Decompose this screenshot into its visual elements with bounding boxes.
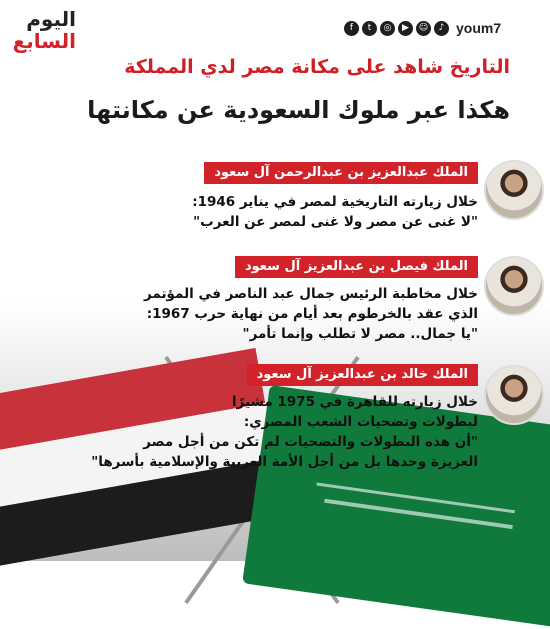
quote-line: "يا جمال.. مصر لا تطلب وإنما تأمر"	[242, 326, 478, 342]
king-quote-text	[58, 392, 478, 472]
king-quote-text	[58, 192, 478, 232]
king-portrait-avatar	[484, 365, 544, 425]
king-quote-text	[58, 284, 478, 344]
quote-line: لبطولات وتضحيات الشعب المصري:	[243, 414, 478, 430]
tiktok-icon[interactable]: ♪	[434, 21, 449, 36]
social-handle: youm7	[456, 20, 502, 36]
king-name-badge: الملك خالد بن عبدالعزيز آل سعود	[247, 364, 478, 386]
quote-line: العزيزة وحدها بل من أجل الأمة العربية والإسلامية بأسرها"	[91, 454, 478, 470]
youtube-icon[interactable]: ▶	[398, 21, 413, 36]
quote-line: الذي عقد بالخرطوم بعد أيام من نهاية حرب 1967:	[146, 306, 478, 322]
headline-line1: التاريخ شاهد على مكانة مصر لدي المملكة	[124, 56, 510, 78]
snapchat-icon[interactable]: ☺	[416, 21, 431, 36]
king-portrait-avatar	[484, 160, 544, 220]
youm7-logo	[12, 8, 76, 56]
instagram-icon[interactable]: ◎	[380, 21, 395, 36]
logo-line2: السابع	[12, 29, 76, 53]
quote-line: "لا غنى عن مصر ولا غنى لمصر عن العرب"	[193, 214, 478, 230]
king-name-badge: الملك فيصل بن عبدالعزيز آل سعود	[235, 256, 478, 278]
quote-line: خلال مخاطبة الرئيس جمال عبد الناصر في المؤتمر	[144, 286, 478, 302]
twitter-icon[interactable]: t	[362, 21, 377, 36]
quote-line: خلال زيارته للقاهرة في 1975 مشيرًا	[232, 394, 478, 410]
quote-line: "أن هذه البطولات والتضحيات لم تكن من أجل مصر	[143, 434, 478, 450]
logo-line1: اليوم	[26, 7, 76, 31]
facebook-icon[interactable]: f	[344, 21, 359, 36]
king-portrait-avatar	[484, 256, 544, 316]
king-name-badge: الملك عبدالعزيز بن عبدالرحمن آل سعود	[204, 162, 478, 184]
social-bar	[344, 20, 501, 36]
headline-line2: هكذا عبر ملوك السعودية عن مكانتها	[87, 96, 510, 124]
quote-line: خلال زيارته التاريخية لمصر في يناير 1946:	[192, 194, 478, 210]
